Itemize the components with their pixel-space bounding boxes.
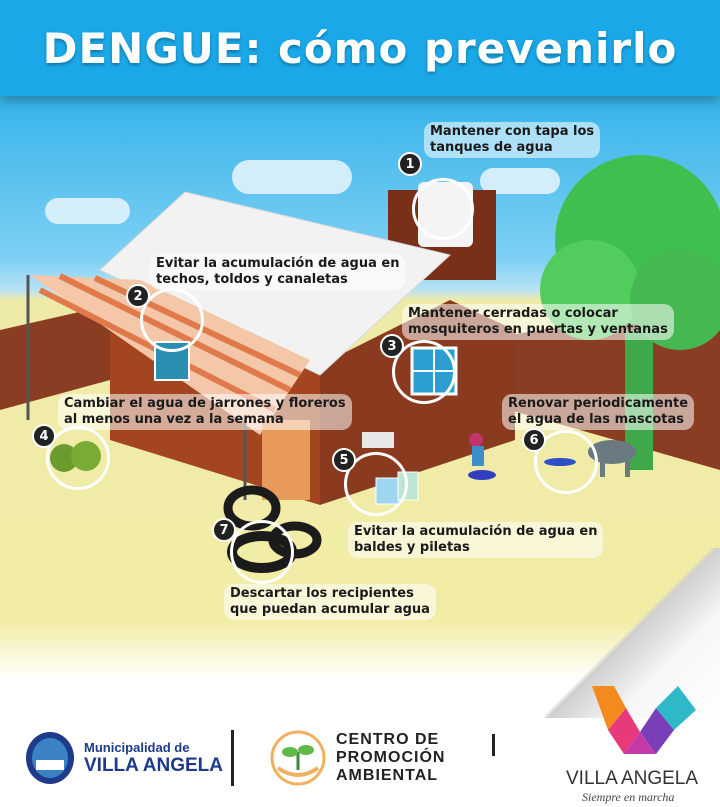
tip-label-4: Cambiar el agua de jarrones y floreros al menos una vez a la semana [58, 394, 352, 430]
villa-angela-logo-icon [578, 680, 702, 764]
centro-line2: PROMOCIÓN [336, 749, 446, 766]
step-number-4: 4 [32, 424, 56, 448]
city-slogan: Siempre en marcha [582, 790, 675, 804]
divider [231, 730, 234, 786]
tip-label-7: Descartar los recipientes que puedan acumular agua [224, 584, 436, 620]
child-figure [469, 433, 483, 447]
highlight-circle [230, 520, 294, 584]
step-number-7: 7 [212, 518, 236, 542]
municipality-seal-icon [24, 730, 76, 786]
tip-label-2: Evitar la acumulación de agua en techos, toldos y canaletas [150, 254, 405, 290]
door [262, 420, 310, 500]
step-number-6: 6 [522, 428, 546, 452]
highlight-circle [412, 178, 474, 240]
centro-logo [270, 730, 445, 786]
step-number-5: 5 [332, 448, 356, 472]
tip-label-1: Mantener con tapa los tanques de agua [424, 122, 600, 158]
step-number-3: 3 [380, 334, 404, 358]
tip-label-6: Renovar periodicamente el agua de las mascotas [502, 394, 694, 430]
plant-hands-icon [270, 730, 326, 786]
puddle [468, 470, 496, 480]
tip-label-3: Mantener cerradas o colocar mosquiteros en puertas y ventanas [402, 304, 674, 340]
municipality-line2: VILLA ANGELA [84, 755, 223, 776]
sink [362, 432, 394, 448]
divider [492, 734, 495, 756]
step-number-2: 2 [126, 284, 150, 308]
municipality-logo [24, 730, 223, 786]
page-title: DENGUE: cómo prevenirlo [42, 23, 678, 73]
city-name: VILLA ANGELA [566, 768, 699, 789]
municipality-line1: Municipalidad de [84, 740, 190, 755]
tip-label-5: Evitar la acumulación de agua en baldes y piletas [348, 522, 603, 558]
centro-line1: CENTRO DE [336, 731, 440, 748]
step-number-1: 1 [398, 152, 422, 176]
centro-line3: AMBIENTAL [336, 767, 439, 784]
